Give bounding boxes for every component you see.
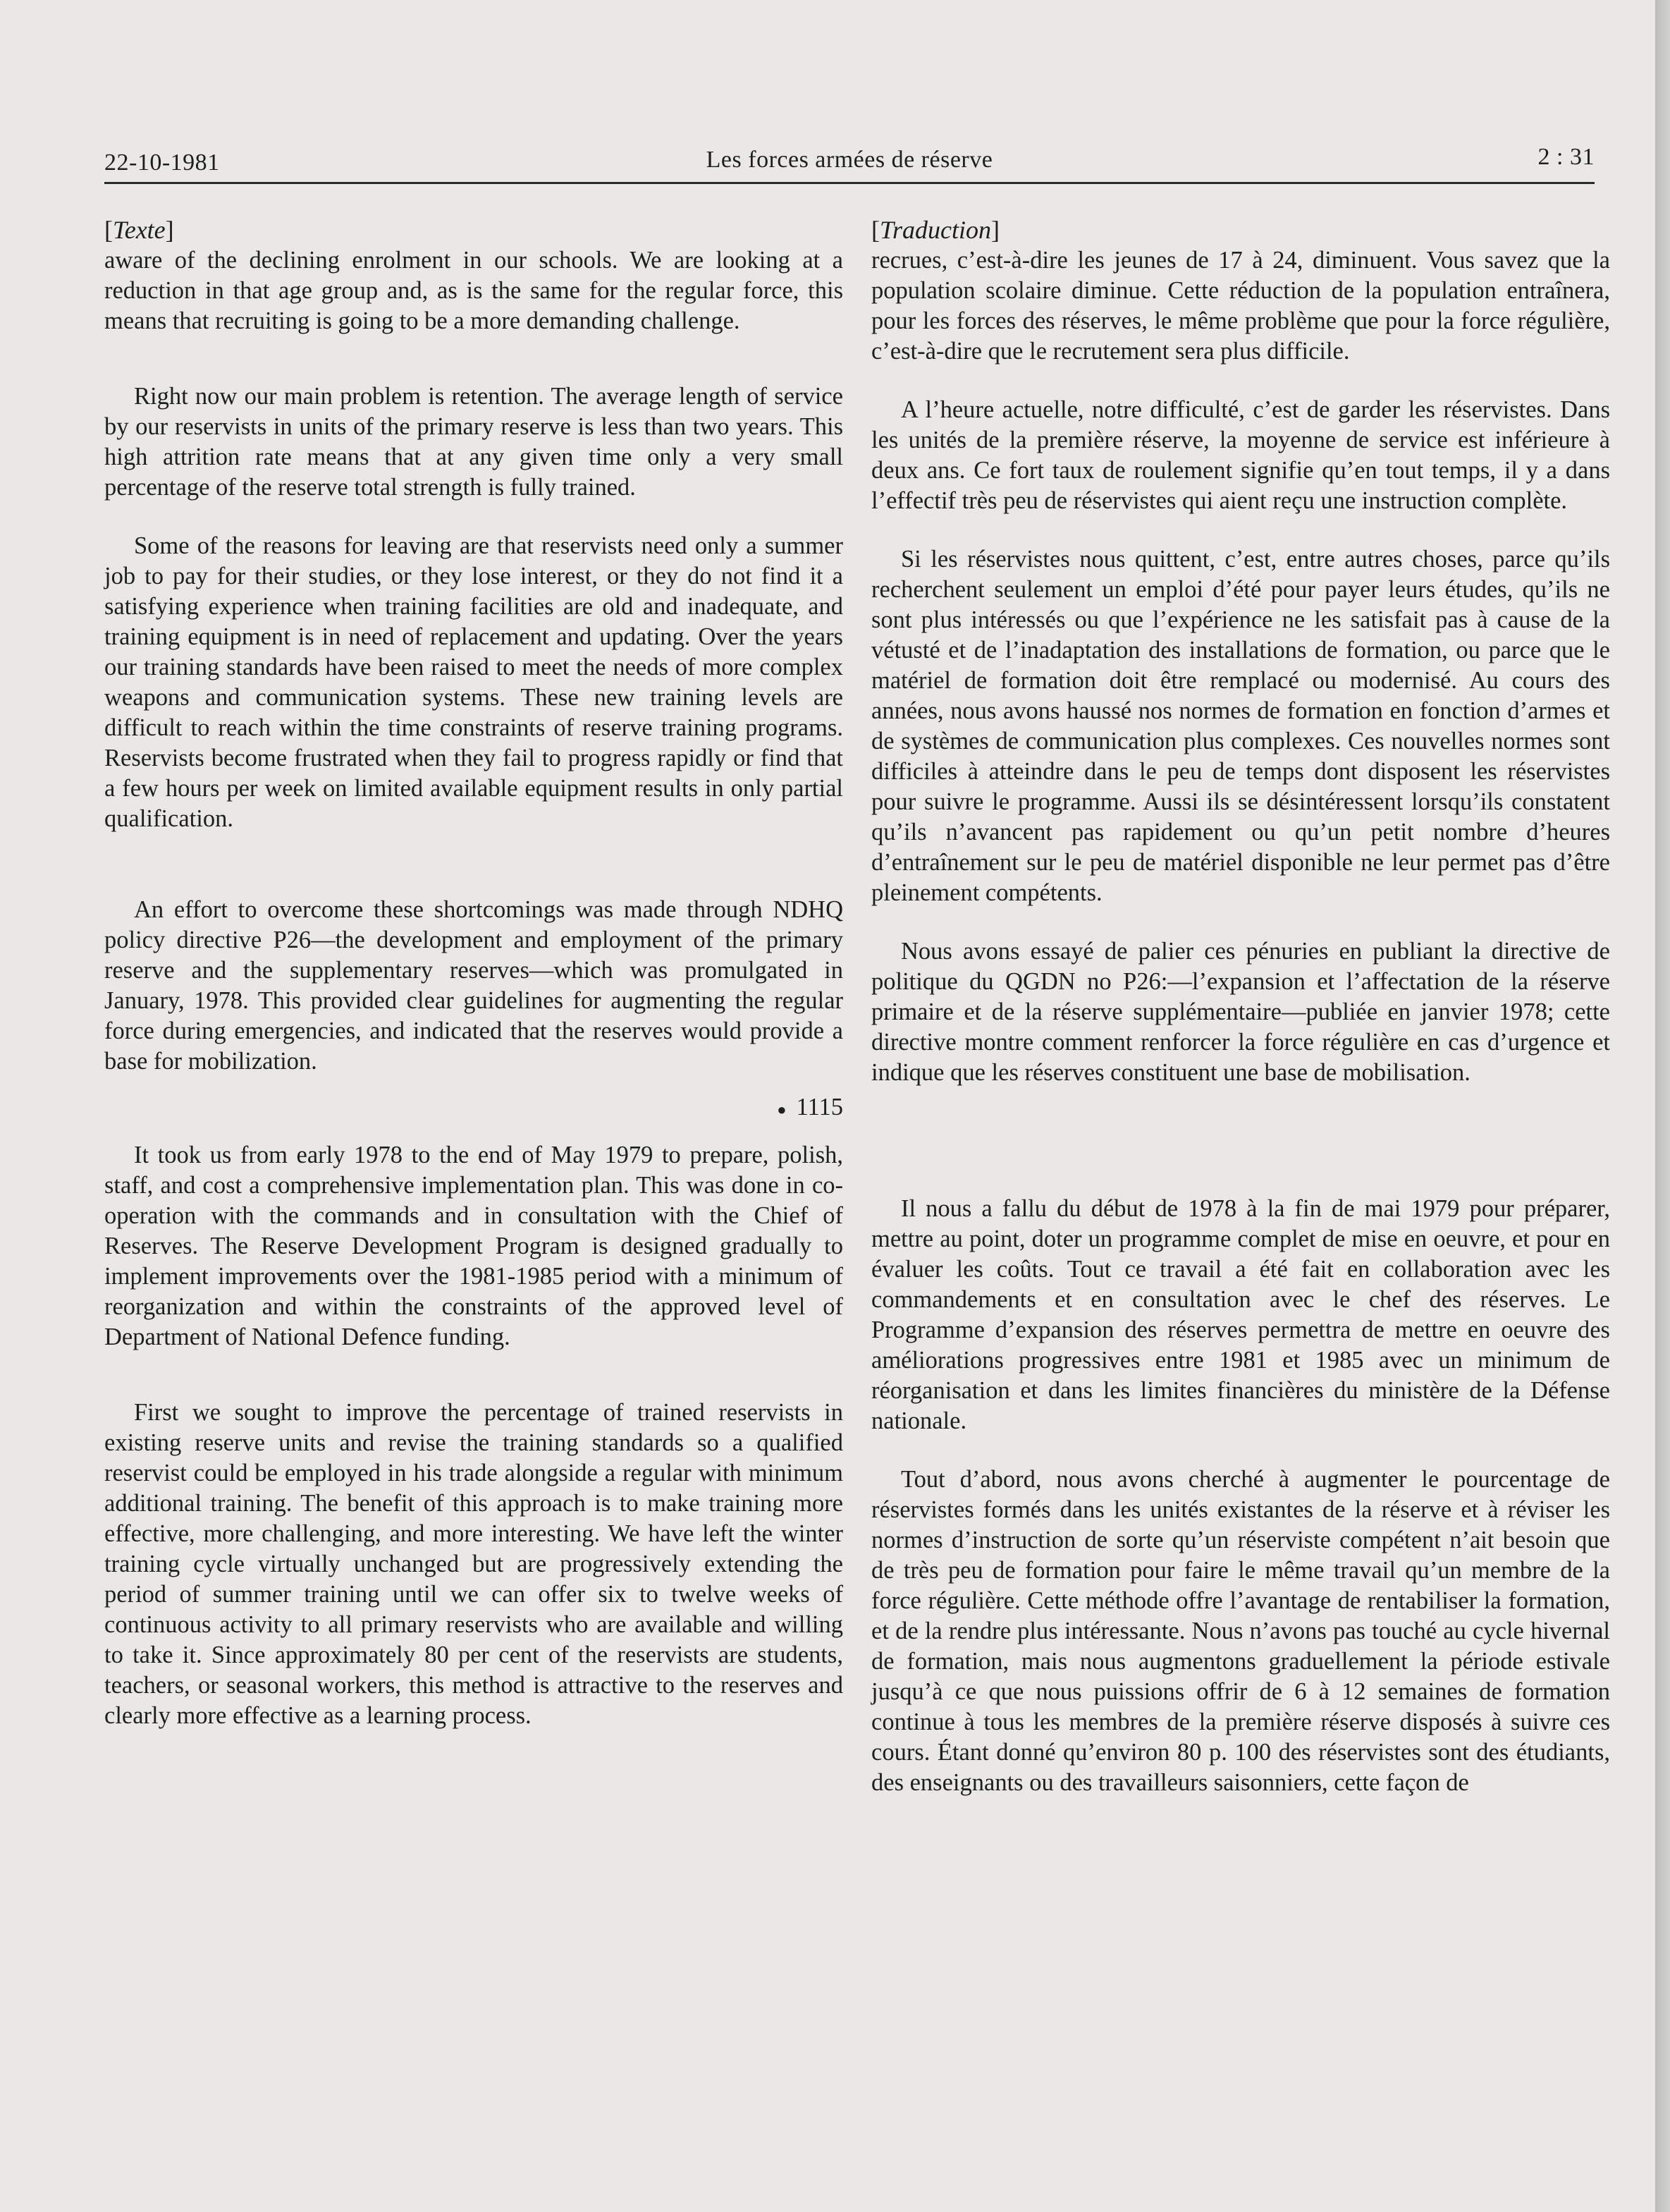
column-label-traduction: [Traduction] <box>871 216 1000 244</box>
paragraph: An effort to overcome these shortcomings was made through NDHQ policy directive P26—the development and employment of the primary reserve and the supplementary reserves—which was promulgated in January, 1978. This provided clear guidelines for augmenting the regular force during emergencies, and indicated that the reserves would provide a base for mobilization. <box>104 896 843 1075</box>
paragraph: Right now our main problem is retention. The average length of service by our reservists in units of the primary reserve is less than two years. This high attrition rate means that at any given time only a very small percentage of the reserve total strength is fully trained. <box>104 383 843 501</box>
french-column <box>871 215 1610 1798</box>
paragraph: Tout d’abord, nous avons cherché à augmenter le pourcentage de réservistes formés dans les unités existantes de la réserve et à réviser les normes d’instruction de sorte qu’un réserviste compétent n’ait besoin que de très peu de formation pour faire le même travail qu’un membre de la force régulière. Cette méthode offre l’avantage de rentabiliser la formation, et de la rendre plus intéressante. Nous n’avons pas touché au cycle hivernal de formation, mais nous augmentons graduellement la période estivale jusqu’à ce que nous puissions offrir de 6 à 12 semaines de formation continue à tous les membres de la première réserve disposés à suivre ces cours. Étant donné qu’environ 80 p. 100 des réservistes sont des étudiants, des enseignants ou des travailleurs saisonniers, cette façon de <box>871 1466 1610 1796</box>
paragraph: It took us from early 1978 to the end of May 1979 to prepare, polish, staff, and cost a comprehensive implementation plan. This was done in co-operation with the commands and in consultation with the Chief of Reserves. The Reserve Development Program is designed gradually to implement improvements over the 1981-1985 period with a minimum of reorganization and within the constraints of the approved level of Department of National Defence funding. <box>104 1141 843 1350</box>
paragraph: First we sought to improve the percentage of trained reservists in existing reserve units and revise the training standards so a qualified reservist could be employed in his trade alongside a regular with minimum additional training. The benefit of this approach is to make training more effective, more challenging, and more interesting. We have left the winter training cycle virtually unchanged but are progressively extending the period of summer training until we can offer six to twelve weeks of continuous activity to all primary reservists who are available and willing to take it. Since approximately 80 per cent of the reservists are students, teachers, or seasonal workers, this method is attractive to the reserves and clearly more effective as a learning process. <box>104 1398 843 1729</box>
column-label-texte: [Texte] <box>104 216 174 244</box>
paragraph: Some of the reasons for leaving are that reservists need only a summer job to pay for their studies, or they lose interest, or they do not find it a satisfying experience when training facilities are old and inadequate, and training equipment is in need of replacement and updating. Over the years our training standards have been raised to meet the needs of more complex weapons and communication systems. These new training levels are difficult to reach within the time constraints of reserve training programs. Reservists become frustrated when they fail to progress rapidly or find that a few hours per week on limited available equipment results in only partial qualification. <box>104 532 843 832</box>
time-marker: ● 1115 <box>777 1094 843 1120</box>
paragraph: Si les réservistes nous quittent, c’est, entre autres choses, parce qu’ils recherchent seulement un emploi d’été pour payer leurs études, qu’ils ne sont plus intéressés ou que l’expérience ne les satisfait pas à cause de la vétusté et de l’inadaptation des installations de formation, ou parce que le matériel de formation doit être remplacé ou modernisé. Au cours des années, nous avons haussé nos normes de formation en fonction d’armes et de systèmes de communication plus complexes. Ces nouvelles normes sont difficiles à atteindre dans le peu de temps dont disposent les réservistes pour suivre le programme. Aussi ils se désintéressent lorsqu’ils constatent qu’ils n’avancent pas rapidement ou qu’un petit nombre d’heures d’entraînement sur le peu de matériel disponible ne leur permet pas d’être pleinement compétents. <box>871 546 1610 906</box>
scan-edge <box>1655 0 1670 2212</box>
paragraph: Nous avons essayé de palier ces pénuries en publiant la directive de politique du QGDN no P26:—l’expansion et l’affectation de la réserve primaire et de la réserve supplémentaire—publiée en janvier 1978; cette directive montre comment renforcer la force régulière en cas d’urgence et indique que les réserves constituent une base de mobilisation. <box>871 938 1610 1086</box>
english-column <box>104 215 843 1731</box>
paragraph: recrues, c’est-à-dire les jeunes de 17 à 24, diminuent. Vous savez que la population scolaire diminue. Cette réduction de la population entraînera, pour les forces des réserves, le même problème que pour la force régulière, c’est-à-dire que le recrutement sera plus difficile. <box>871 247 1610 365</box>
running-header <box>104 144 1595 186</box>
paragraph: aware of the declining enrolment in our schools. We are looking at a reduction in that age group and, as is the same for the regular force, this means that recruiting is going to be a more demanding challenge. <box>104 247 843 334</box>
paragraph: A l’heure actuelle, notre difficulté, c’est de garder les réservistes. Dans les unités de la première réserve, la moyenne de service est inférieure à deux ans. Ce fort taux de roulement signifie qu’en tout temps, il y a dans l’effectif très peu de réservistes qui aient reçu une instruction complète. <box>871 396 1610 514</box>
header-page-number: 2 : 31 <box>1537 144 1595 170</box>
header-title: Les forces armées de réserve <box>706 147 993 173</box>
paragraph: Il nous a fallu du début de 1978 à la fin de mai 1979 pour préparer, mettre au point, doter un programme complet de mise en oeuvre, et pour en évaluer les coûts. Tout ce travail a été fait en collaboration avec les commandements et en consultation avec le chef des réserves. Le Programme d’expansion des réserves permettra de mettre en oeuvre des améliorations progressives entre 1981 et 1985 avec un minimum de réorganisation et dans les limites financières du ministère de la Défense nationale. <box>871 1195 1610 1434</box>
header-date: 22-10-1981 <box>104 149 220 176</box>
header-rule <box>104 182 1595 184</box>
bullet-icon: ● <box>777 1100 787 1118</box>
